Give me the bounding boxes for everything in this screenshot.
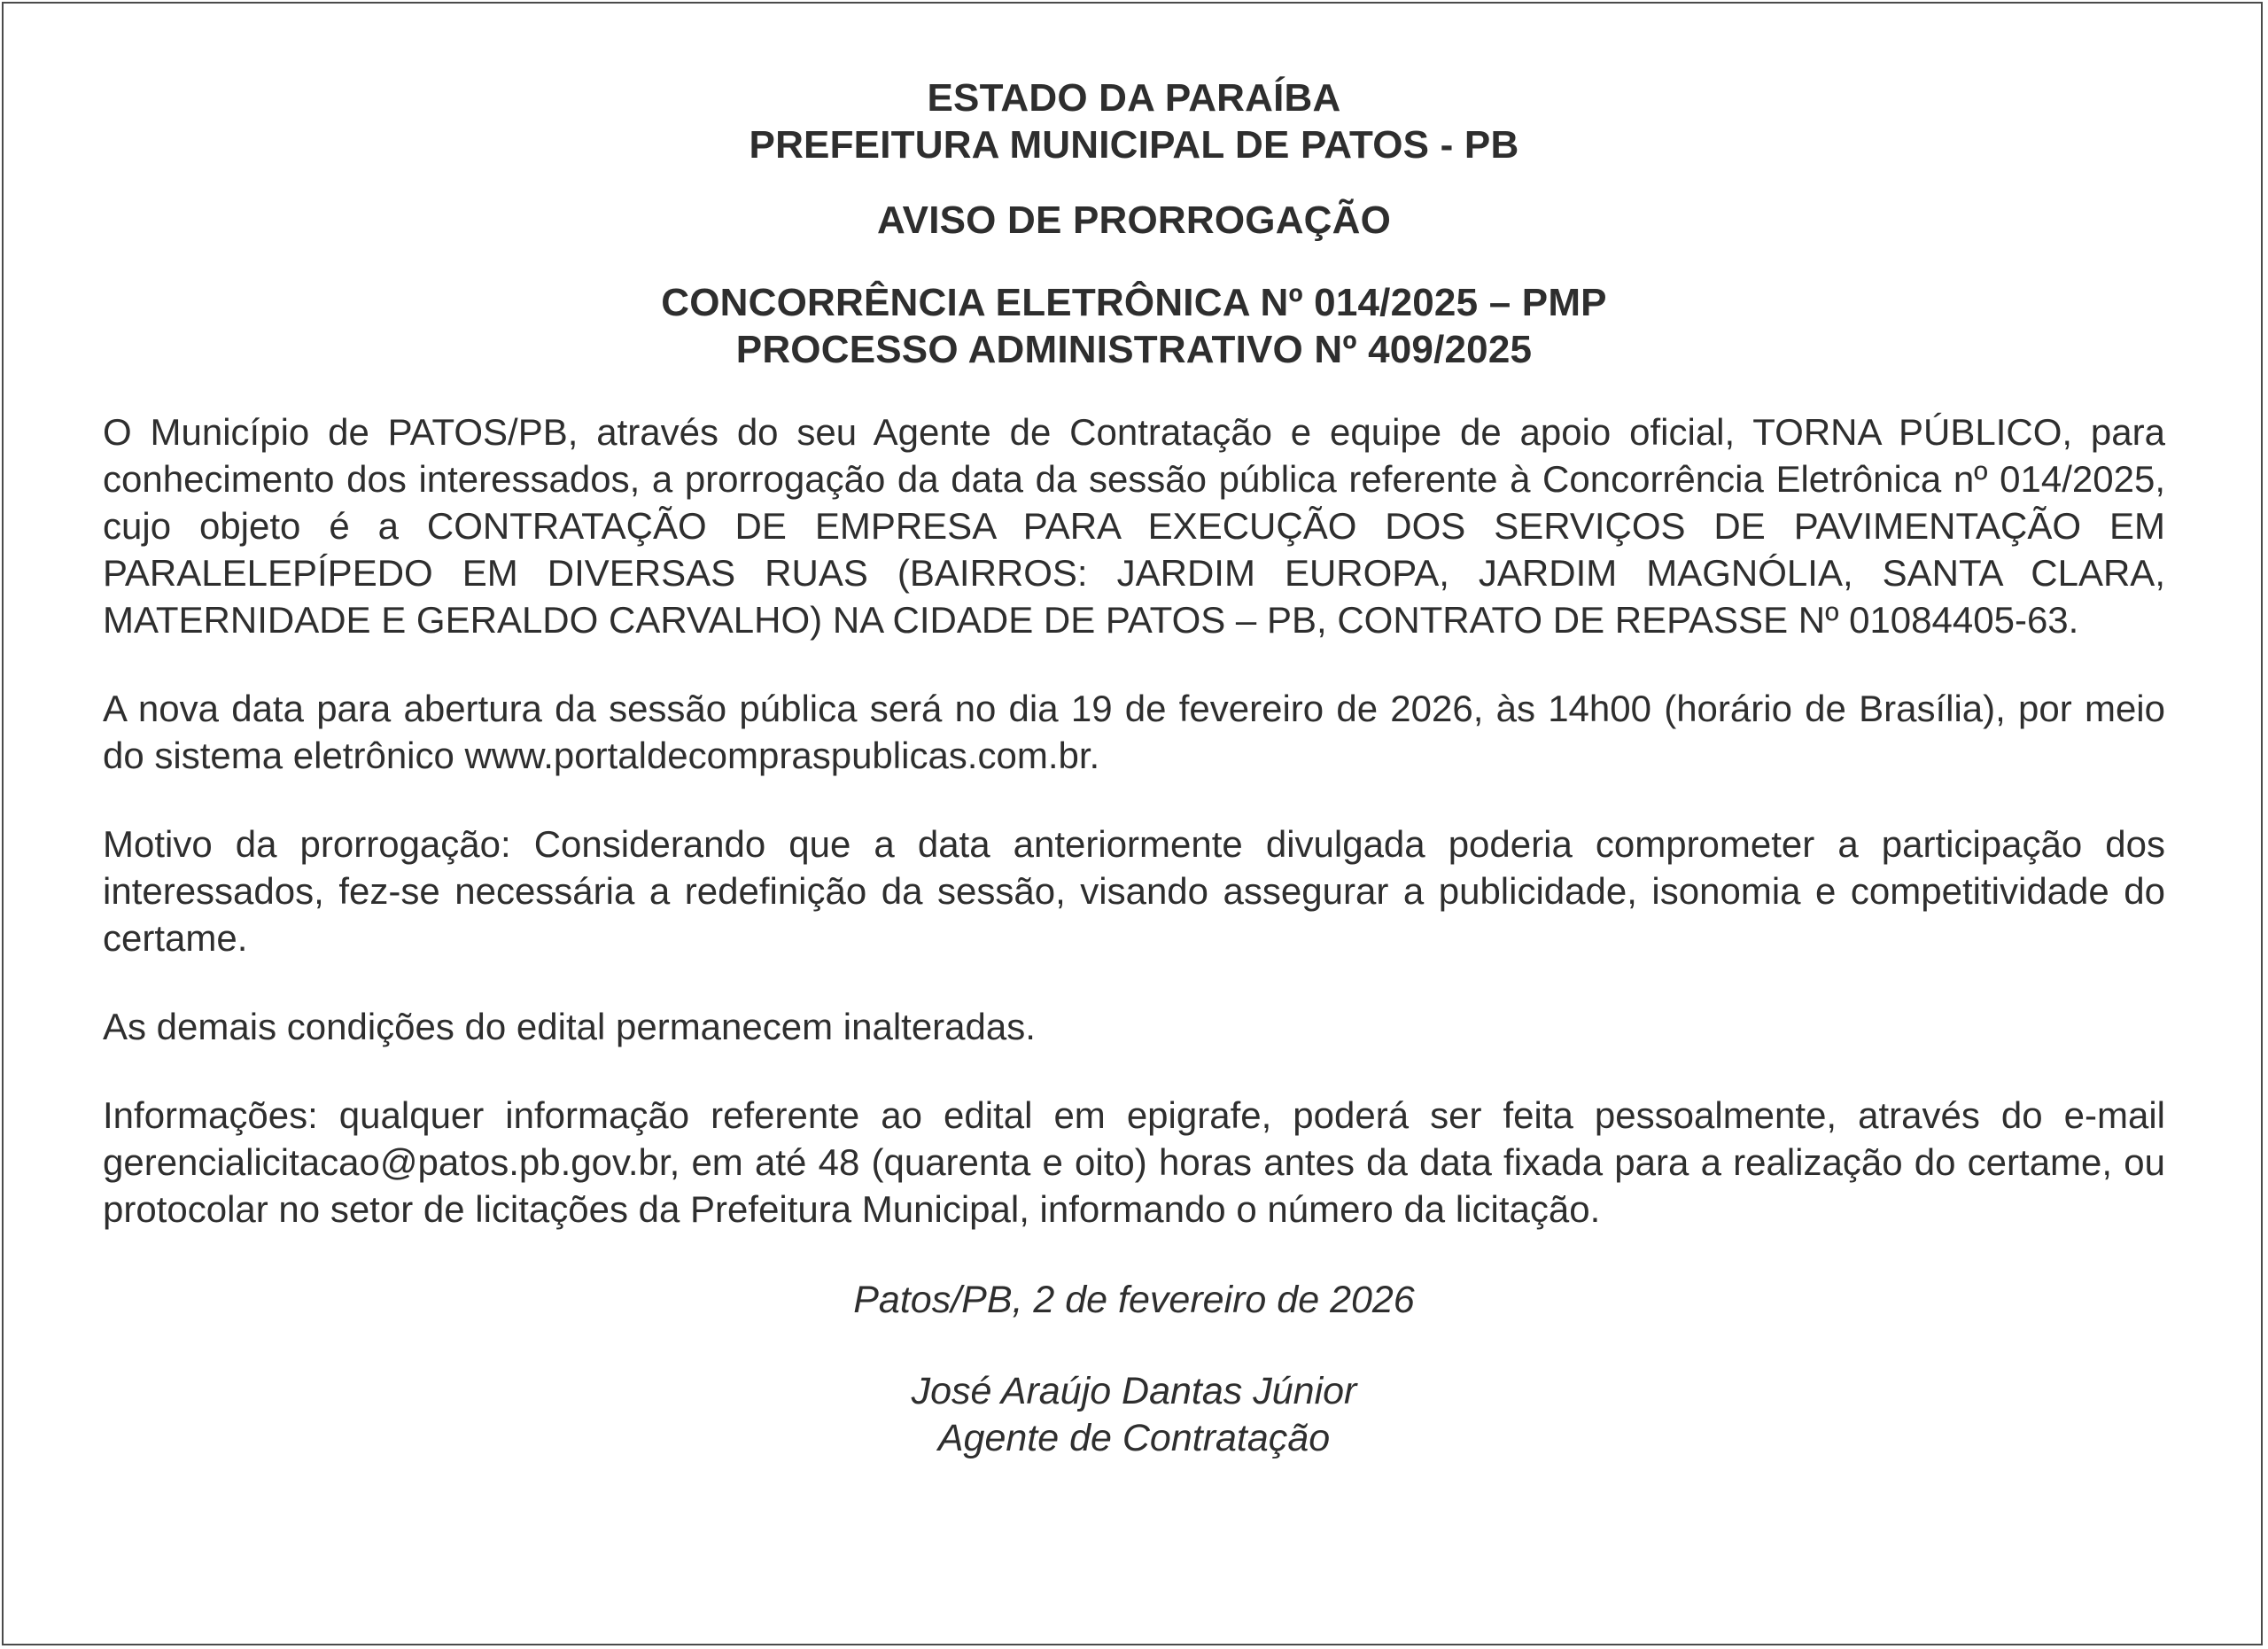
notice-document	[103, 74, 2165, 1462]
document-footer	[103, 1277, 2165, 1462]
signatory-name: José Araújo Dantas Júnior	[911, 1370, 1357, 1412]
state-name: ESTADO DA PARAÍBA	[927, 76, 1341, 120]
document-header	[103, 74, 2165, 373]
paragraph-conditions: As demais condições do edital permanecem inalteradas.	[103, 1006, 1036, 1047]
signatory-role: Agente de Contratação	[937, 1417, 1331, 1459]
notice-title: AVISO DE PRORROGAÇÃO	[876, 198, 1392, 242]
competition-number: CONCORRÊNCIA ELETRÔNICA Nº 014/2025 – PMP	[661, 281, 1607, 324]
paragraph-reason: Motivo da prorrogação: Considerando que a data anteriormente divulgada poderia comprometer a participação dos interessados, fez-se necessária a redefinição da sessão, visando assegurar a publicidade, isonomia e competitividade do certame.	[103, 823, 2165, 959]
prefecture-name: PREFEITURA MUNICIPAL DE PATOS - PB	[749, 123, 1519, 167]
paragraph-announcement: O Município de PATOS/PB, através do seu Agente de Contratação e equipe de apoio oficial, TORNA PÚBLICO, para conhecimento dos interessados, a prorrogação da data da sessão pública referente à Concorrência Eletrônica nº 014/2025, cujo objeto é a CONTRATAÇÃO DE EMPRESA PARA EXECUÇÃO DOS SERVIÇOS DE PAVIMENTAÇÃO EM PARALELEPÍPEDO EM DIVERSAS RUAS (BAIRROS: JARDIM EUROPA, JARDIM MAGNÓLIA, SANTA CLARA, MATERNIDADE E GERALDO CARVALHO) NA CIDADE DE PATOS – PB, CONTRATO DE REPASSE Nº 01084405-63.	[103, 411, 2165, 641]
place-date: Patos/PB, 2 de fevereiro de 2026	[853, 1279, 1415, 1321]
document-body	[103, 408, 2165, 1233]
paragraph-new-date: A nova data para abertura da sessão pública será no dia 19 de fevereiro de 2026, às 14h00 (horário de Brasília), por meio do sistema eletrônico www.portaldecompraspublicas.com.br.	[103, 688, 2165, 776]
paragraph-information: Informações: qualquer informação referente ao edital em epigrafe, poderá ser feita pessoalmente, através do e-mail gerencialicitacao@patos.pb.gov.br, em até 48 (quarenta e oito) horas antes da data fixada para a realização do certame, ou protocolar no setor de licitações da Prefeitura Municipal, informando o número da licitação.	[103, 1094, 2165, 1230]
process-number: PROCESSO ADMINISTRATIVO Nº 409/2025	[735, 328, 1533, 371]
